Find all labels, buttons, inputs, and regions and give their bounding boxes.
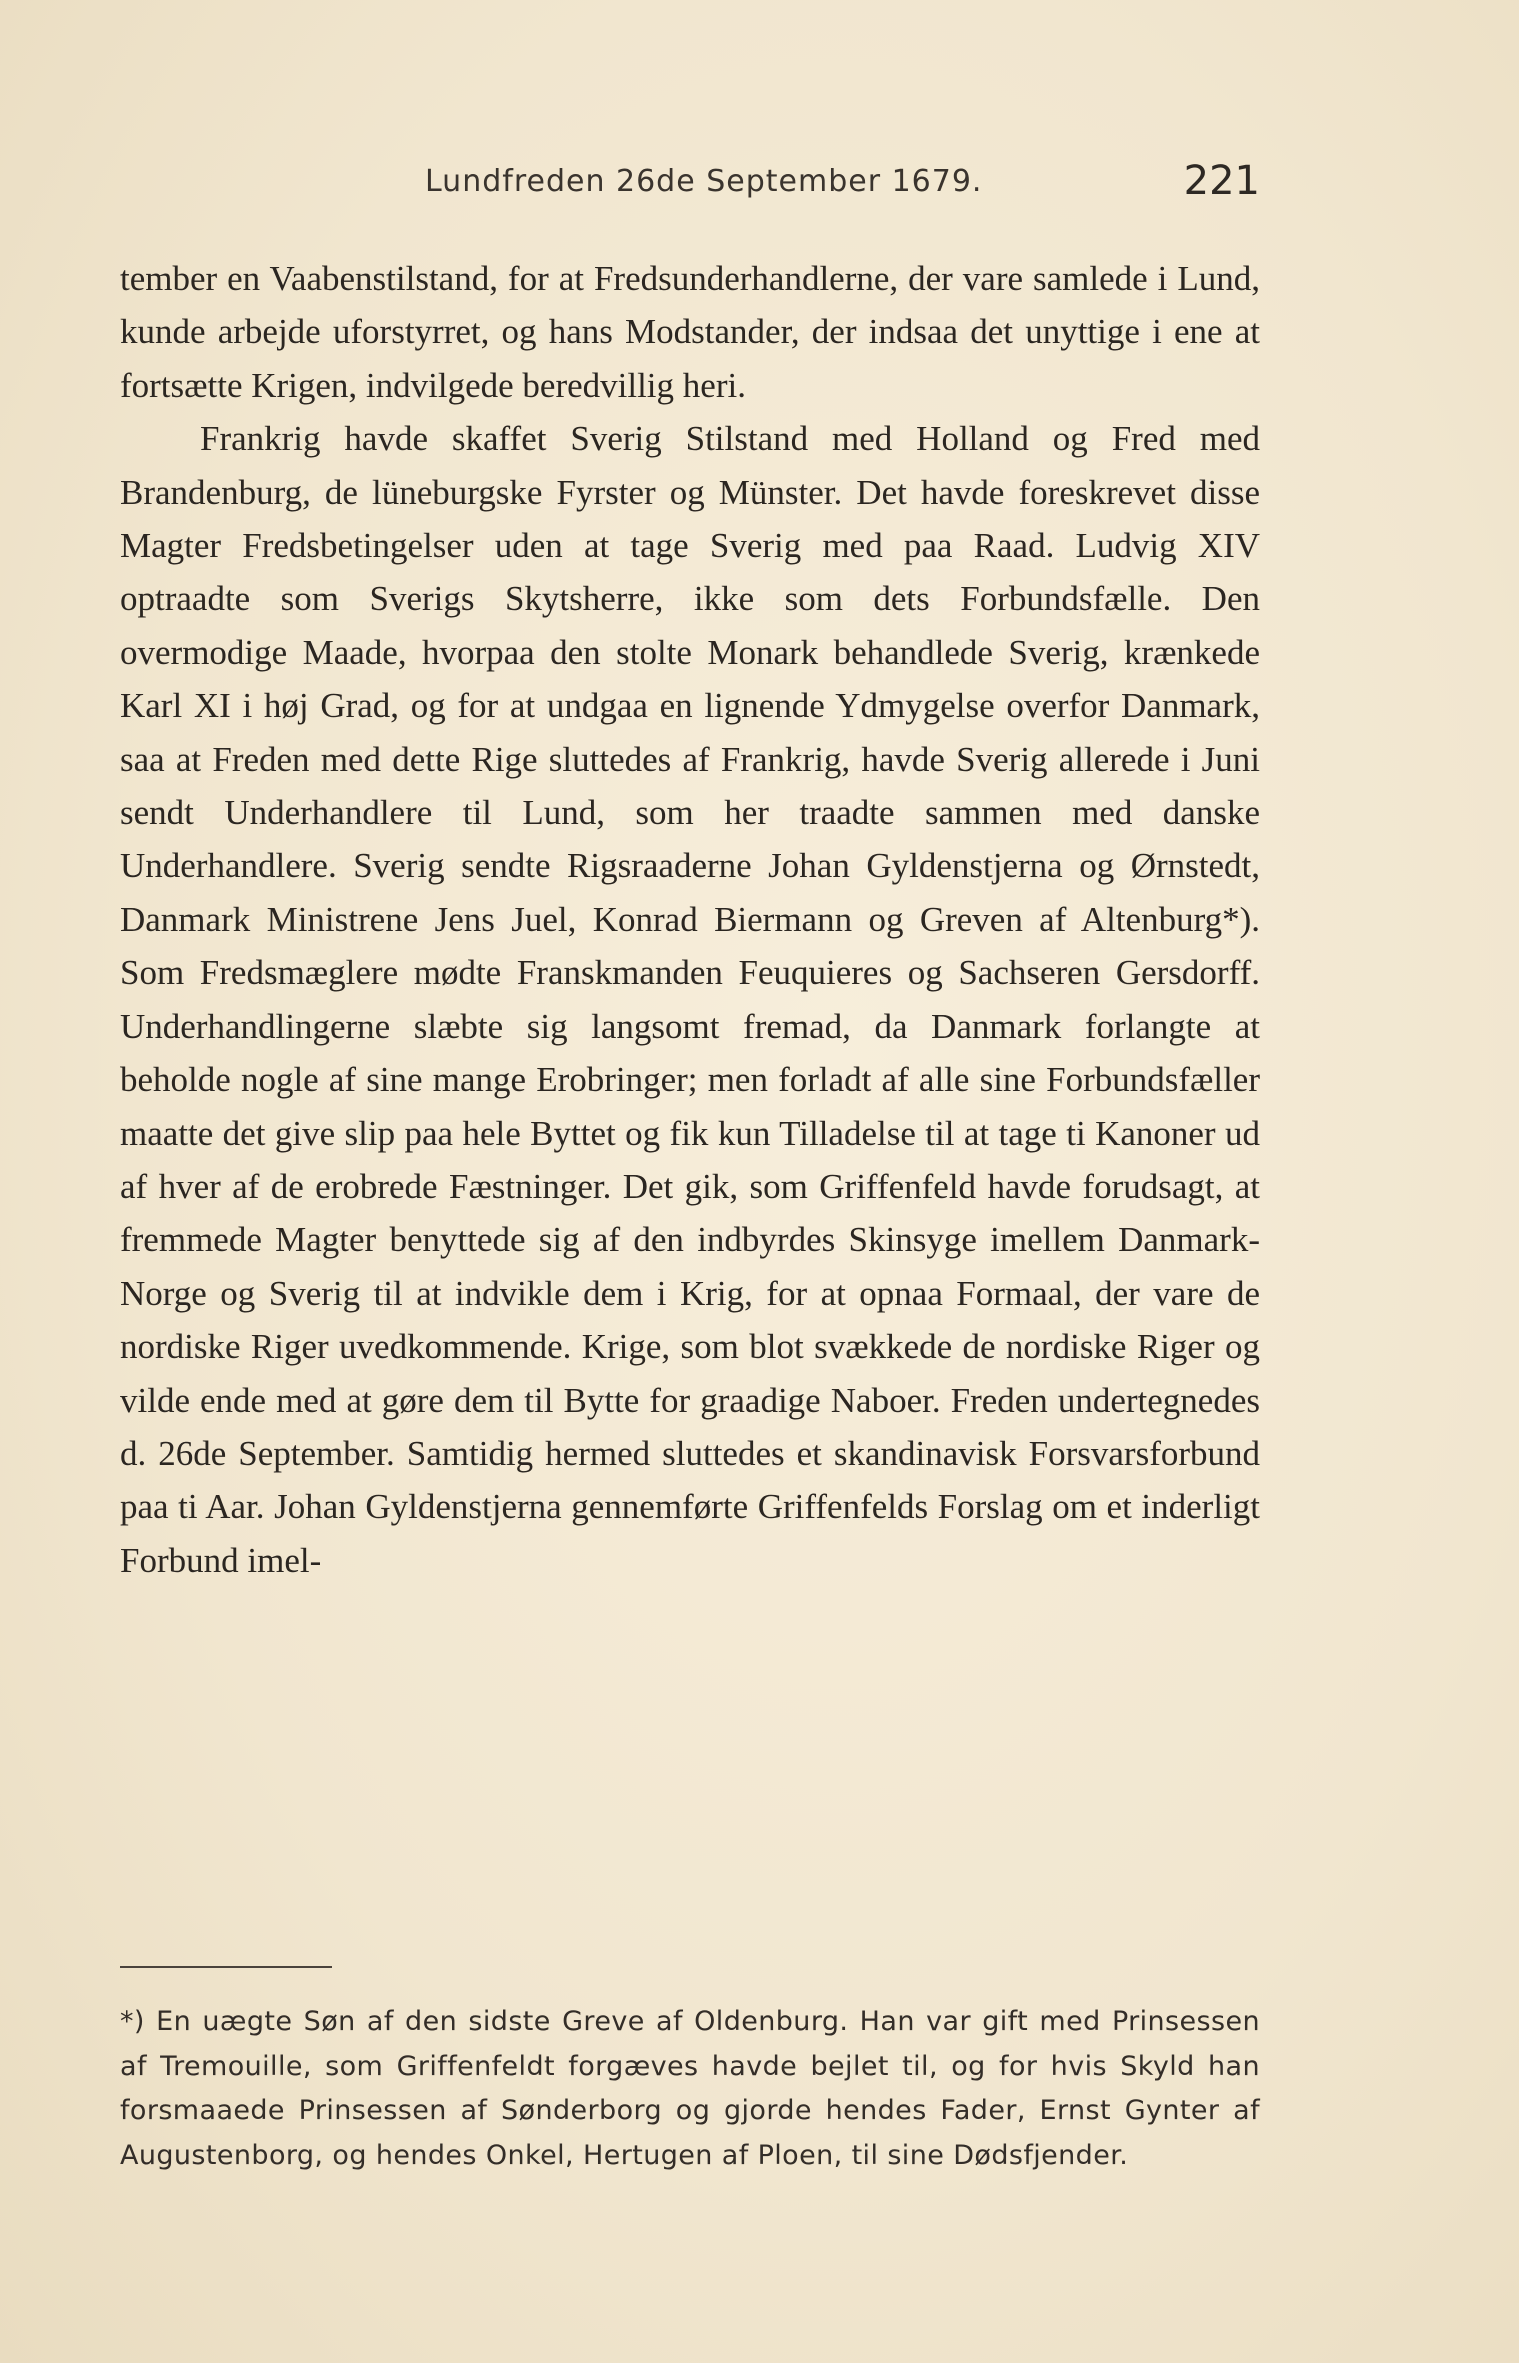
page-number: 221 [1183, 158, 1260, 204]
footnote-text: *) En uægte Søn af den sidste Greve af Oldenburg. Han var gift med Prinsessen af Tremouille, som Griffenfeldt forgæves havde bejlet til, og for hvis Skyld han forsmaaede Prinsessen af Sønderborg og gjorde hendes Fader, Ernst Gynter af Augustenborg, og hendes Onkel, Hertugen af Ploen, til sine Dødsfjender. [120, 2006, 1260, 2171]
footnote [120, 2000, 1260, 2178]
running-head [120, 158, 1260, 218]
footnote-divider [120, 1966, 332, 1968]
running-title: Lundfreden 26de September 1679. [425, 164, 983, 199]
paragraph-continued: tember en Vaabenstilstand, for at Fredsunderhandlerne, der vare samlede i Lund, kunde arbejde uforstyrret, og hans Modstander, der indsaa det unyttige i ene at fortsætte Krigen, indvilgede beredvillig heri. [120, 259, 1260, 405]
paragraph: Frankrig havde skaffet Sverig Stilstand med Holland og Fred med Brandenburg, de lüneburgske Fyrster og Münster. Det havde foreskrevet disse Magter Fredsbetingelser uden at tage Sverig med paa Raad. Ludvig XIV optraadte som Sverigs Skytsherre, ikke som dets Forbundsfælle. Den overmodige Maade, hvorpaa den stolte Monark behandlede Sverig, krænkede Karl XI i høj Grad, og for at undgaa en lignende Ydmygelse overfor Danmark, saa at Freden med dette Rige sluttedes af Frankrig, havde Sverig allerede i Juni sendt Underhandlere til Lund, som her traadte sammen med danske Underhandlere. Sverig sendte Rigsraaderne Johan Gyldenstjerna og Ørnstedt, Danmark Ministrene Jens Juel, Konrad Biermann og Greven af Altenburg*). Som Fredsmæglere mødte Franskmanden Feuquieres og Sachseren Gersdorff. Underhandlingerne slæbte sig langsomt fremad, da Danmark forlangte at beholde nogle af sine mange Erobringer; men forladt af alle sine Forbundsfæller maatte det give slip paa hele Byttet og fik kun Tilladelse til at tage ti Kanoner ud af hver af de erobrede Fæstninger. Det gik, som Griffenfeld havde forudsagt, at fremmede Magter benyttede sig af den indbyrdes Skinsyge imellem Danmark-Norge og Sverig til at indvikle dem i Krig, for at opnaa Formaal, der vare de nordiske Riger uvedkommende. Krige, som blot svækkede de nordiske Riger og vilde ende med at gøre dem til Bytte for graadige Naboer. Freden undertegnedes d. 26de September. Samtidig hermed sluttedes et skandinavisk Forsvarsforbund paa ti Aar. Johan Gyldenstjerna gennemførte Griffenfelds Forslag om et inderligt Forbund imel- [120, 419, 1260, 1580]
body-text [120, 252, 1260, 1587]
